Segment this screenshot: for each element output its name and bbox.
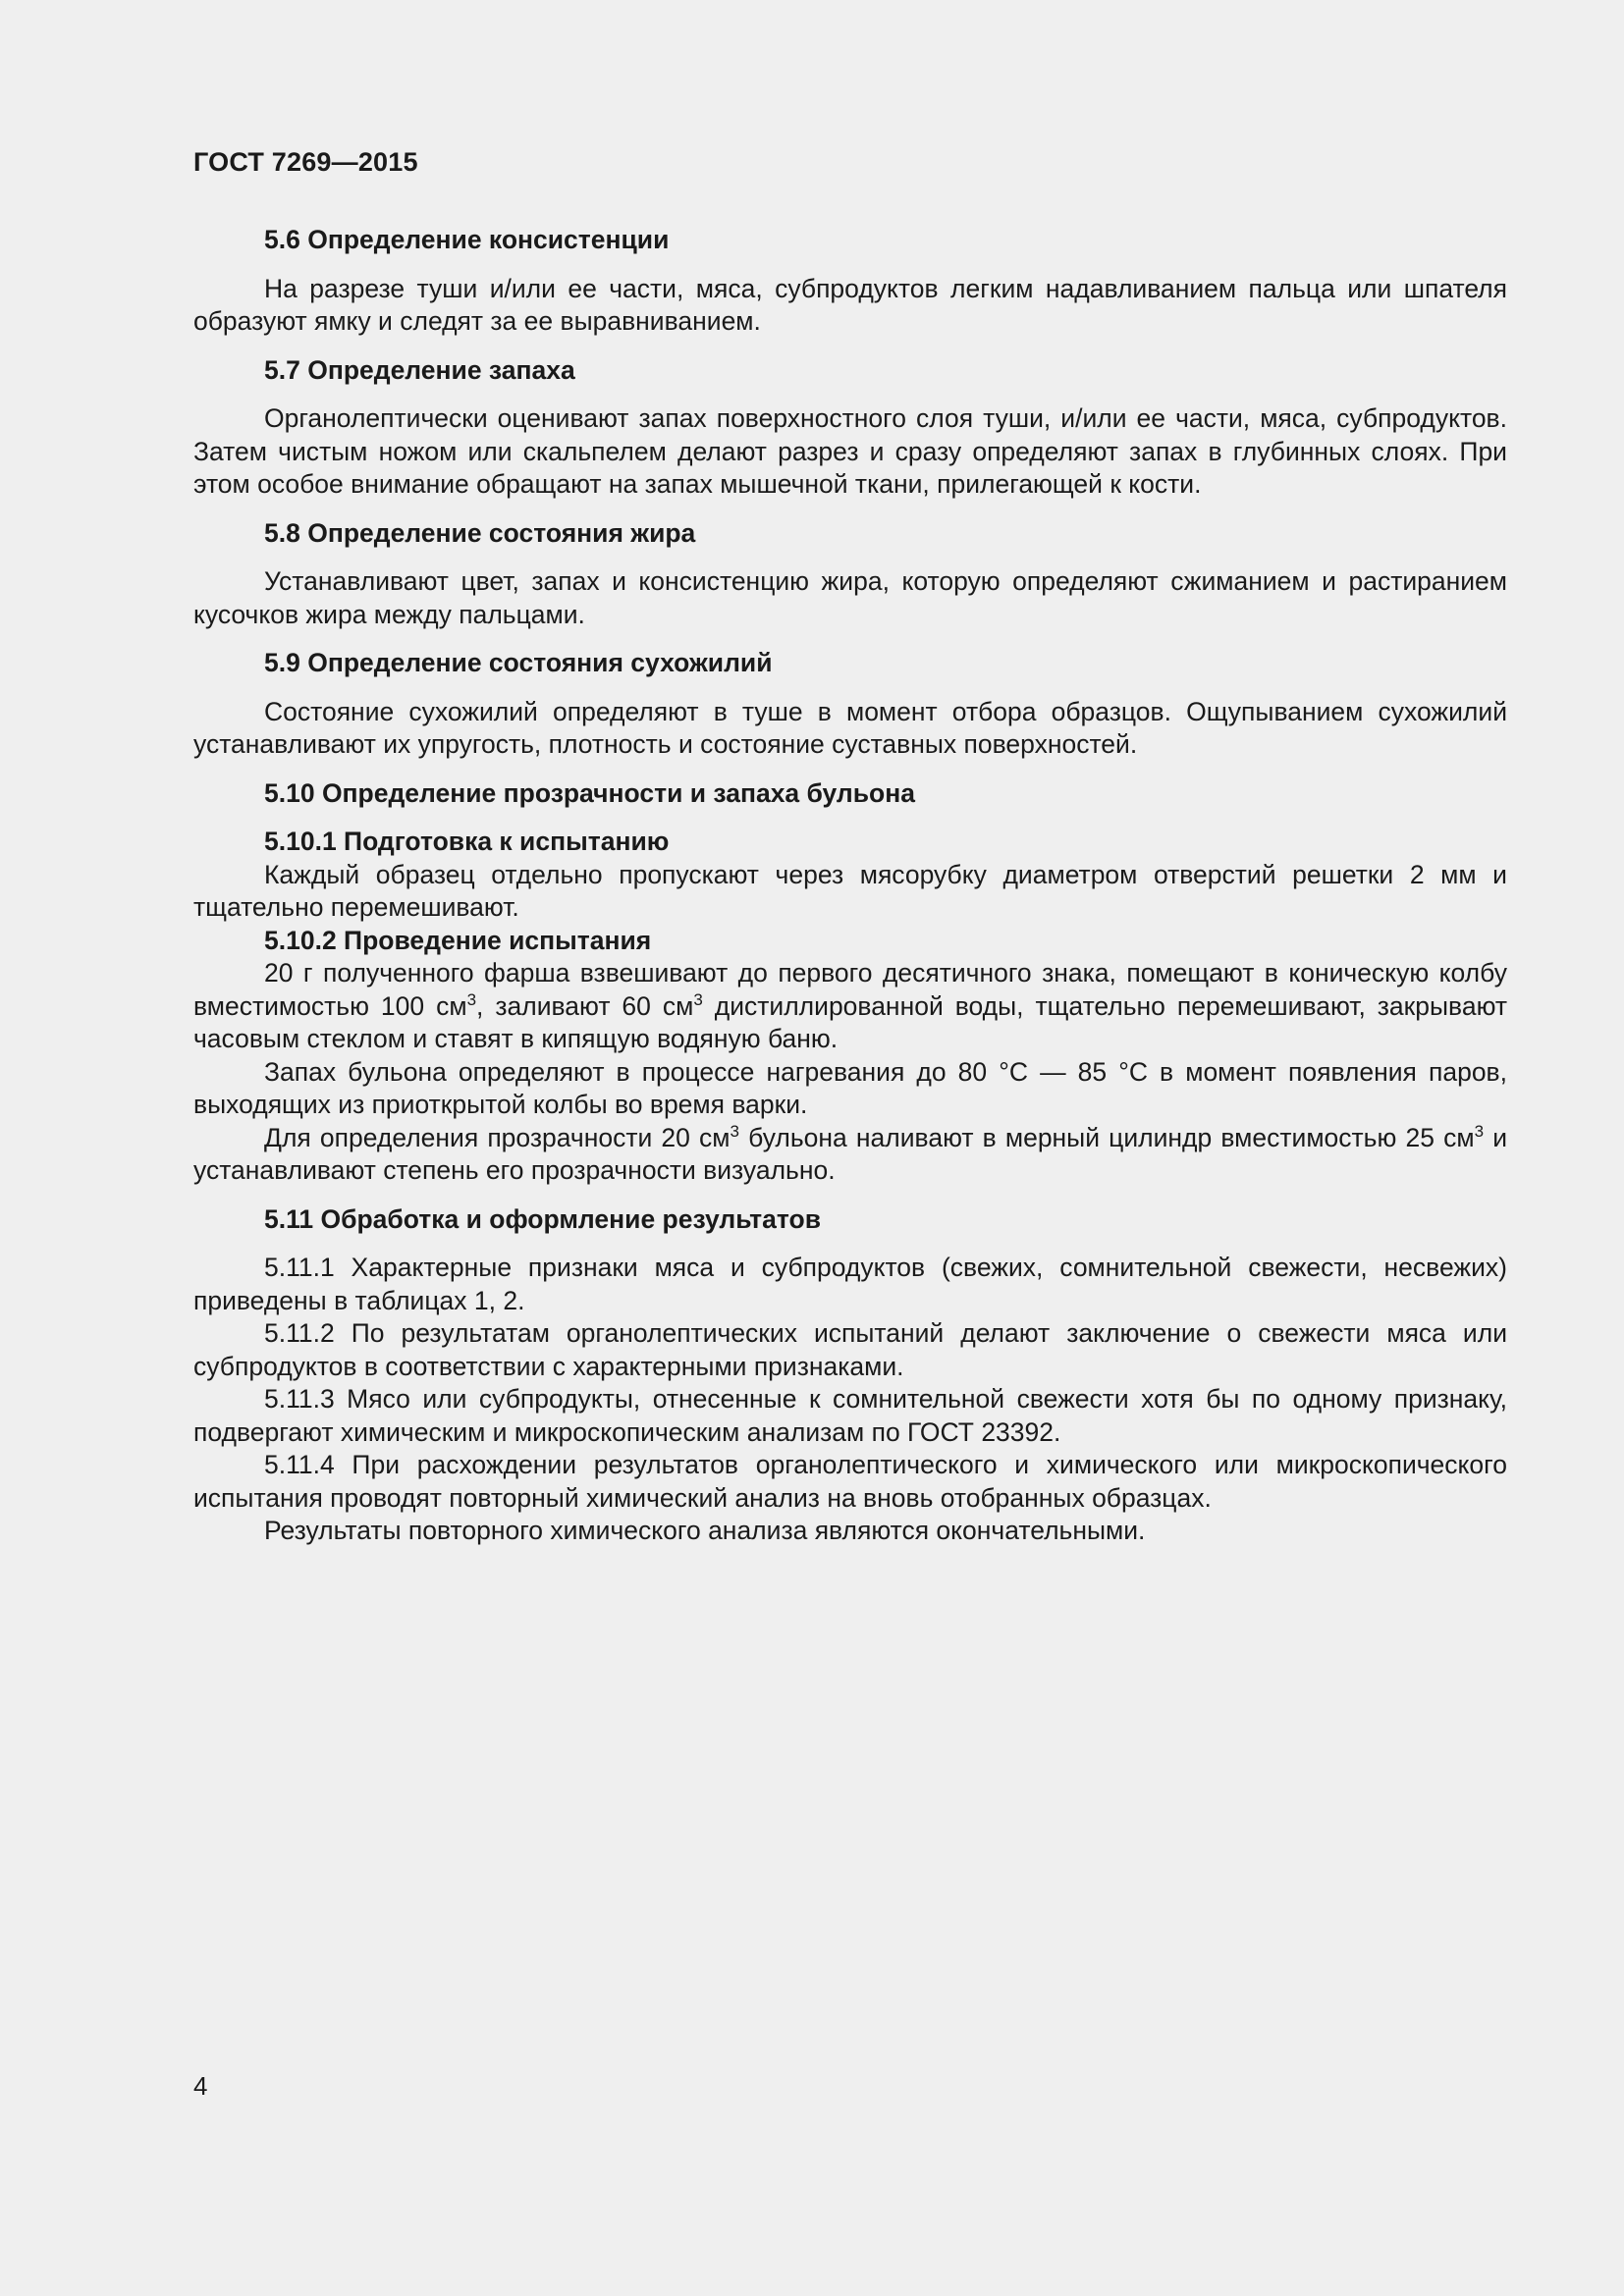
section-5-11-4-paragraph: 5.11.4 При расхождении результатов органолептического и химического или микроскопического испытания проводят повторный химический анализ на вновь отобранных образцах.	[193, 1450, 1507, 1513]
document-header: ГОСТ 7269—2015	[193, 147, 418, 177]
superscript: 3	[1474, 1121, 1485, 1141]
section-5-10-title: 5.10 Определение прозрачности и запаха бульона	[264, 777, 915, 808]
text-fragment: Для определения прозрачности 20 см	[264, 1122, 731, 1152]
text-fragment: бульона наливают в мерный цилиндр вместимостью 25 см	[738, 1122, 1475, 1152]
section-5-9-paragraph: Состояние сухожилий определяют в туше в момент отбора образцов. Ощупыванием сухожилий устанавливают их упругость, плотность и состояние суставных поверхностей.	[193, 696, 1507, 759]
section-5-10-1-title: 5.10.1 Подготовка к испытанию	[264, 827, 670, 856]
section-5-10-2-paragraph-2: Запах бульона определяют в процессе нагревания до 80 °С — 85 °С в момент появления паров, выходящих из приоткрытой колбы во время варки.	[193, 1056, 1507, 1119]
superscript: 3	[693, 989, 703, 1009]
section-5-11-2-paragraph: 5.11.2 По результатам органолептических испытаний делают заключение о свежести мяса или субпродуктов в соответствии с характерными признаками.	[193, 1318, 1507, 1381]
section-5-11-3-paragraph: 5.11.3 Мясо или субпродукты, отнесенные к сомнительной свежести хотя бы по одному признаку, подвергают химическим и микроскопическим анализам по ГОСТ 23392.	[193, 1384, 1507, 1447]
section-5-10-2-title: 5.10.2 Проведение испытания	[264, 925, 652, 955]
section-5-8-title: 5.8 Определение состояния жира	[264, 517, 696, 548]
section-5-10-2-paragraph-3	[193, 1122, 1507, 1188]
section-5-10-1-paragraph: Каждый образец отдельно пропускают через мясорубку диаметром отверстий решетки 2 мм и тщательно перемешивают.	[193, 859, 1507, 922]
section-5-8-paragraph: Устанавливают цвет, запах и консистенцию жира, которую определяют сжиманием и растиранием кусочков жира между пальцами.	[193, 566, 1507, 629]
section-5-11-final-paragraph: Результаты повторного химического анализа являются окончательными.	[264, 1516, 1146, 1545]
section-5-11-title: 5.11 Обработка и оформление результатов	[264, 1203, 821, 1234]
page-number: 4	[193, 2071, 208, 2101]
text-fragment: , заливают 60 см	[476, 990, 694, 1021]
text-fragment: и устанавливают степень его прозрачности визуально.	[193, 1122, 1508, 1185]
text-fragment: 20 г полученного фарша взвешивают до первого десятичного знака, помещают в коническую колбу вместимостью 100 см	[193, 958, 1507, 1021]
section-5-6-paragraph: На разрезе туши и/или ее части, мяса, субпродуктов легким надавливанием пальца или шпателя образуют ямку и следят за ее выравниванием.	[193, 273, 1507, 336]
page-body	[193, 224, 1507, 1548]
text-fragment: дистиллированной воды, тщательно перемешивают, закрывают часовым стеклом и ставят в кипящую водяную баню.	[193, 990, 1507, 1053]
section-5-6-title: 5.6 Определение консистенции	[264, 225, 670, 254]
section-5-7-paragraph: Органолептически оценивают запах поверхностного слоя туши, и/или ее части, мяса, субпродуктов. Затем чистым ножом или скальпелем делают разрез и сразу определяют запах в глубинных слоях. При этом особое внимание обращают на запах мышечной ткани, прилегающей к кости.	[193, 403, 1507, 499]
section-5-9-title: 5.9 Определение состояния сухожилий	[264, 648, 773, 677]
superscript: 3	[730, 1121, 739, 1141]
section-5-10-2-paragraph-1	[193, 957, 1507, 1056]
superscript: 3	[466, 989, 477, 1009]
section-5-11-1-paragraph: 5.11.1 Характерные признаки мяса и субпродуктов (свежих, сомнительной свежести, несвежих) приведены в таблицах 1, 2.	[193, 1253, 1507, 1315]
section-5-7-title: 5.7 Определение запаха	[264, 354, 575, 385]
